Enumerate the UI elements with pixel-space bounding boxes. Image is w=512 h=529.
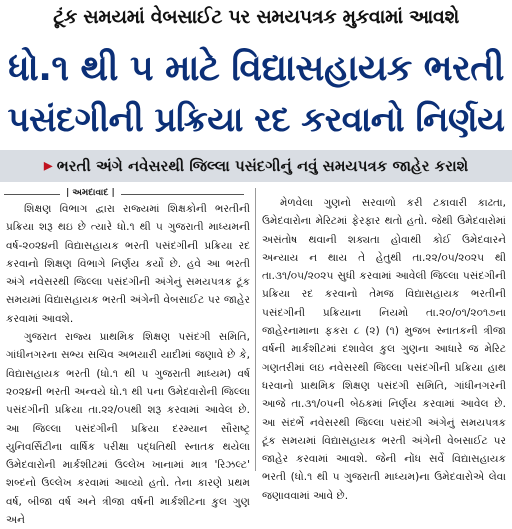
dateline-city: અમદાવાદ	[72, 188, 109, 198]
subheading-bar	[0, 150, 512, 182]
dateline-label: | અમદાવાદ |	[60, 188, 121, 198]
left-paragraph-2: ગુજરાત રાજ્ય પ્રાથમિક શિક્ષણ પસંદગી સમિતિ, ગાંધીનગરના સભ્ય સચિવ અભયારી યાદીમાં જણાવે છે કે, વિદ્યાસહાયક ભરતી (ધો.૧ થી ૫ ગુજરાતી માધ્યમ) વર્ષ ૨૦૨૪ની ભરતી અન્વયે ધો.૧ થી પના ઉમેદવારોની જિલ્લા પસંદગીની પ્રક્રિયા તા.૨૨/૦૫થી શરૂ કરવામાં આવેલ છે. આ જિલ્લા પસંદગીની પ્રક્રિયા દરમ્યાન સૌરાષ્ટ્ર યુનિવર્સિટીના વાર્ષિક પરીક્ષા પદ્ધતિથી સ્નાતક થયેલા ઉમેદવારોની માર્કશીટમાં ઉલ્લેખ ખાનામાં માત્ર 'રિઝલ્ટ' શબ્દનો ઉલ્લેખ કરવામાં આવ્યો હતો. તેના કારણે પ્રથમ વર્ષ, બીજા વર્ષ અને ત્રીજા વર્ષની માર્કશીટના કુલ ગુણ અને	[6, 331, 250, 527]
column-divider	[255, 188, 256, 471]
red-triangle-icon: ▸	[43, 155, 53, 176]
right-paragraph-1: મેળવેલા ગુણનો સરવાળો કરી ટકાવારી કાઢતા, ઉમેદવારોના મેરિટમાં ફેરફાર થતો હતો. જેથી ઉમેદવારોમાં અસંતોષ થવાની શક્યતા હોવાથી કોઈ ઉમેદવારને અન્યાય ન થાય તે હેતુથી તા.૨૨/૦૫/૨૦૨૫ થી તા.૩૧/૦૫/૨૦૨૫ સુધી કરવામાં આવેલી જિલ્લા પસંદગીની પ્રક્રિયા રદ કરવાનો તેમજ વિદ્યાસહાયક ભરતીની પસંદગીની પ્રક્રિયાના નિયમો તા.૨૦/૦૧/૨૦૧૭ના જાહેરનામાના ફકરા ૮ (૨) (૧) મુજબ સ્નાતકની ત્રીજા વર્ષની માર્કશીટમાં દશાવેલ કુલ ગુણના આધારે જ મેરિટ ગણતરીમાં લઇ નવેસરથી જિલ્લા પસંદગીની પ્રક્રિયા હાથ ધરવાનો પ્રાથમિક શિક્ષણ પસંદગી સમિતિ, ગાંધીનગરની આજે તા.૩૧/૦૫ની બેઠકમાં નિર્ણય કરવામાં આવેલ છે. આ સંદર્ભે નવેસરથી જિલ્લા પસંદગી અંગેનું સમયપત્રક ટૂંક સમયમાં વિદ્યાસહાયક ભરતી અંગેની વેબસાઈટ પર જાહેર કરવામાં આવશે. જેની નોંધ સર્વે વિદ્યાસહાયક ભરતી (ધો.૧ થી ૫ ગુજરાતી માધ્યમ)ના ઉમેદવારોએ લેવા જણાવવામાં આવે છે.	[262, 197, 506, 502]
headline-line-1: ધો.૧ થી ૫ માટે વિદ્યાસહાયક ભરતી	[8, 48, 504, 89]
dateline-rule	[4, 194, 244, 195]
article-left-column	[6, 200, 250, 529]
headline-line-2: પસંદગીની પ્રક્રિયા રદ કરવાનો નિર્ણય	[7, 100, 505, 140]
article-right-column	[262, 194, 506, 505]
subheading-text: ભરતી અંગે નવેસરથી જિલ્લા પસંદગીનું નવું સમયપત્રક જાહેર કરાશે	[56, 157, 469, 175]
left-paragraph-1: શિક્ષણ વિભાગ દ્વારા રાજ્યમાં શિક્ષકોની ભરતીની પ્રક્રિયા શરૂ થઇ છે ત્યારે ધો.૧ થી ૫ ગુજરાતી માધ્યમની વર્ષ-૨૦૨૪ની વિદ્યાસહાયક ભરતી પસંદગીની પ્રક્રિયા રદ કરવાનો શિક્ષણ વિભાગે નિર્ણય કર્યો છે. હવે આ ભરતી અંગે નવેસરથી જિલ્લા પસંદગીની અંગેનું સમયપત્રક ટૂંક સમયમાં વિદ્યાસહાયક ભરતી અંગેની વેબસાઈટ પર જાહેર કરવામાં આવશે.	[6, 203, 250, 325]
kicker-line: ટૂંક સમયમાં વેબસાઈટ પર સમયપત્રક મુકવામાં આવશે	[53, 6, 459, 28]
